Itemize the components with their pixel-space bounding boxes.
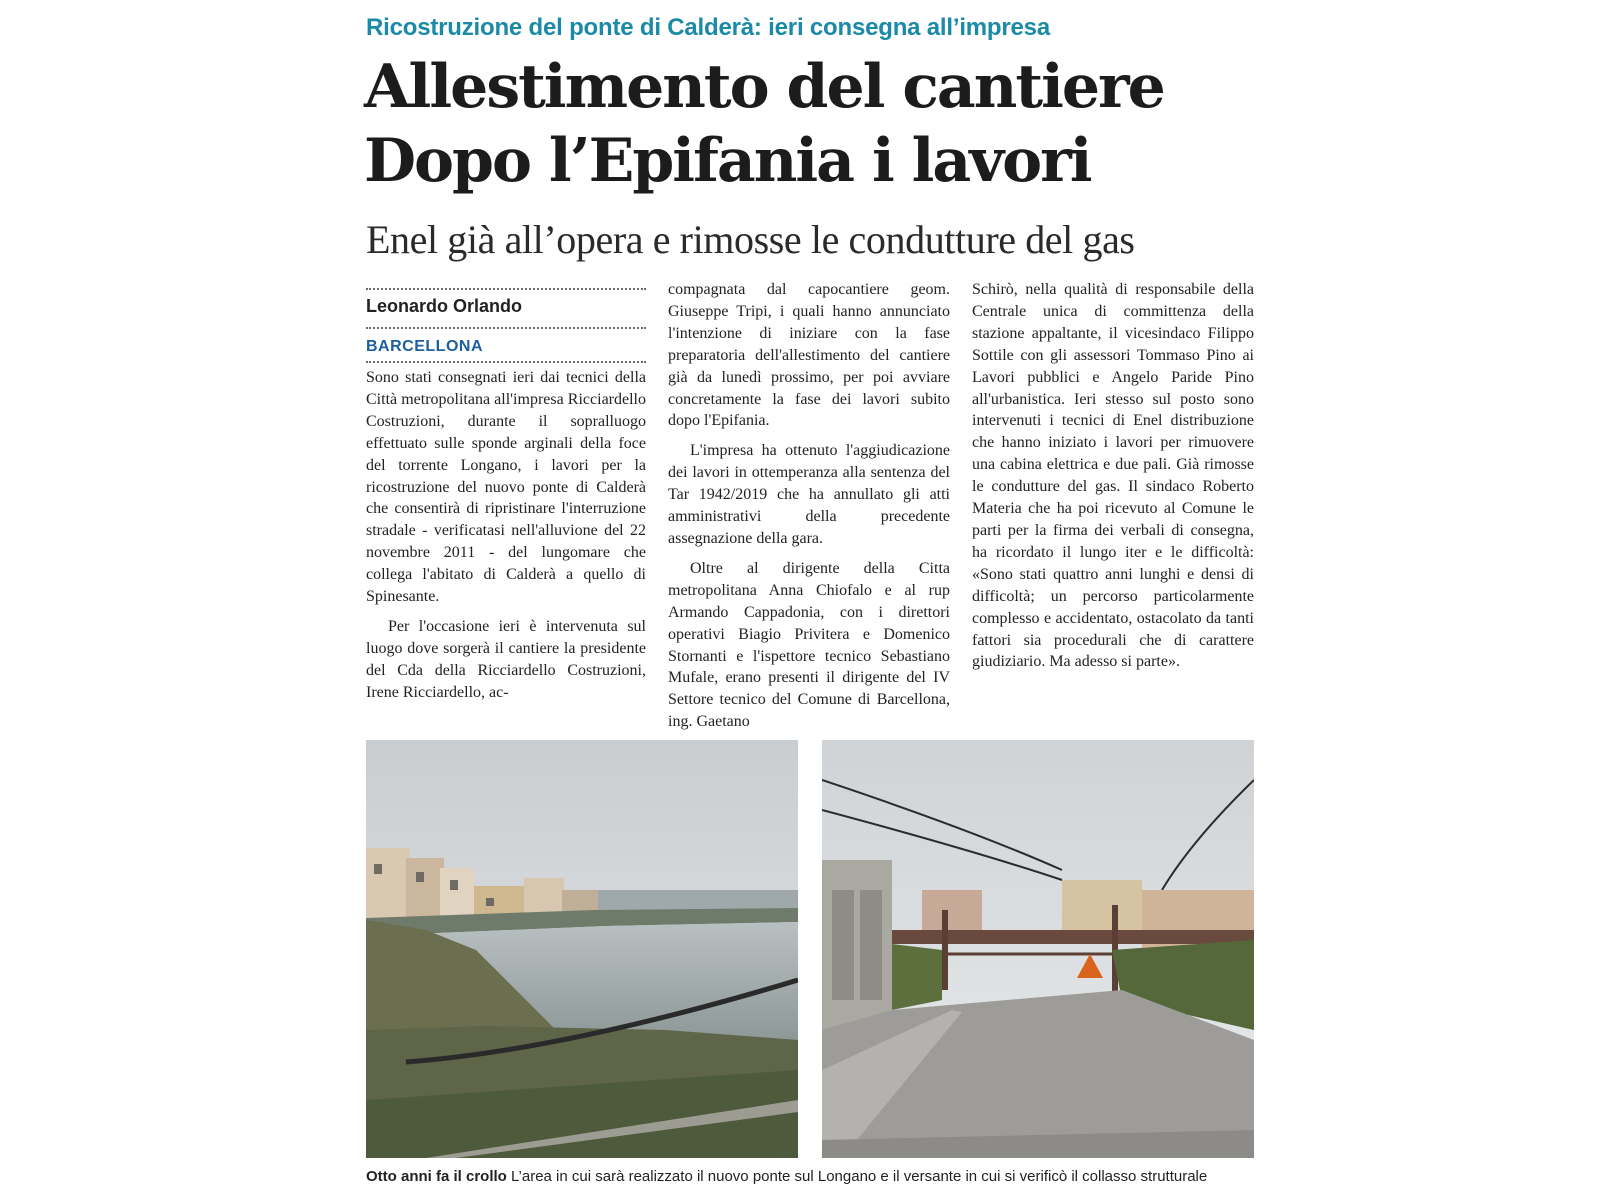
photo-river-mouth [366,740,798,1158]
kicker: Ricostruzione del ponte di Calderà: ieri consegna all’impresa [366,14,1050,41]
paragraph: Oltre al dirigente della Citta metropolitana Anna Chiofalo e al rup Armando Cappadonia, con i direttori operativi Biagio Privitera e Domenico Stornanti e l'ispettore tecnico Sebastiano Mufale, erano presenti il dirigente del IV Settore tecnico del Comune di Barcellona, ing. Gaetano [668,559,950,731]
divider-bottom [366,361,646,363]
paragraph: Sono stati consegnati ieri dai tecnici della Città metropolitana all'impresa Ricciardello Costruzioni, durante il sopralluogo effettuato sulle sponde arginali della foce del torrente Longano, i lavori per la ricostruzione del nuovo ponte di Calderà che consentirà di ripristinare l'interruzione stradale - verificatasi nell'alluvione del 22 novembre 2011 - del lungomare che collega l'abitato di Calderà a quello di Spinesante. [366,369,646,606]
caption-text: L’area in cui sarà realizzato il nuovo ponte sul Longano e il versante in cui si verificò il collasso strutturale [511,1168,1208,1185]
caption-title: Otto anni fa il crollo [366,1168,507,1185]
text-column-3 [972,279,1254,673]
photo-caption [366,1168,1266,1185]
paragraph: Per l'occasione ieri è intervenuta sul luogo dove sorgerà il cantiere la presidente del Cda della Ricciardello Costruzioni, Irene Ricciardello, ac- [366,617,646,701]
headline-line-1: Allestimento del cantiere [364,52,1164,122]
subheadline: Enel già all’opera e rimosse le condutture del gas [366,217,1135,262]
photo-road-barrier [822,740,1254,1158]
paragraph: L'impresa ha ottenuto l'aggiudicazione dei lavori in ottemperanza alla sentenza del Tar 1942/2019 che ha annullato gli atti amministrativi della precedente assegnazione della gara. [668,442,950,547]
dateline-location: BARCELLONA [366,338,483,355]
paragraph: compagnata dal capocantiere geom. Giuseppe Tripi, i quali hanno annunciato l'intenzione di iniziare con la fase preparatoria dell'allestimento del cantiere già da lunedì prossimo, per poi avviare concretamente la fase dei lavori subito dopo l'Epifania. [668,281,950,430]
text-column-2 [668,279,950,733]
paragraph: Schirò, nella qualità di responsabile della Centrale unica di committenza della stazione appaltante, il vicesindaco Filippo Sottile con gli assessori Tommaso Pino ai Lavori pubblici e Angelo Paride Pino all'urbanistica. Ieri stesso sul posto sono intervenuti i tecnici di Enel distribuzione che hanno iniziato i lavori per rimuovere una cabina elettrica e due pali. Già rimosse le condutture del gas. Il sindaco Roberto Materia che ha poi ricevuto al Comune le parti per la firma dei verbali di consegna, ha ricordato il lungo iter e le difficoltà: «Sono stati quattro anni lunghi e densi di difficoltà; un percorso particolarmente complesso e accidentato, ostacolato da tanti fattori sia procedurali che di carattere giudiziario. Ma adesso si parte». [972,281,1254,671]
divider-top [366,288,646,290]
text-column-1 [366,367,646,704]
byline-author: Leonardo Orlando [366,296,523,316]
headline [364,50,1264,198]
headline-line-2: Dopo l’Epifania i lavori [364,126,1091,196]
divider-middle [366,327,646,329]
